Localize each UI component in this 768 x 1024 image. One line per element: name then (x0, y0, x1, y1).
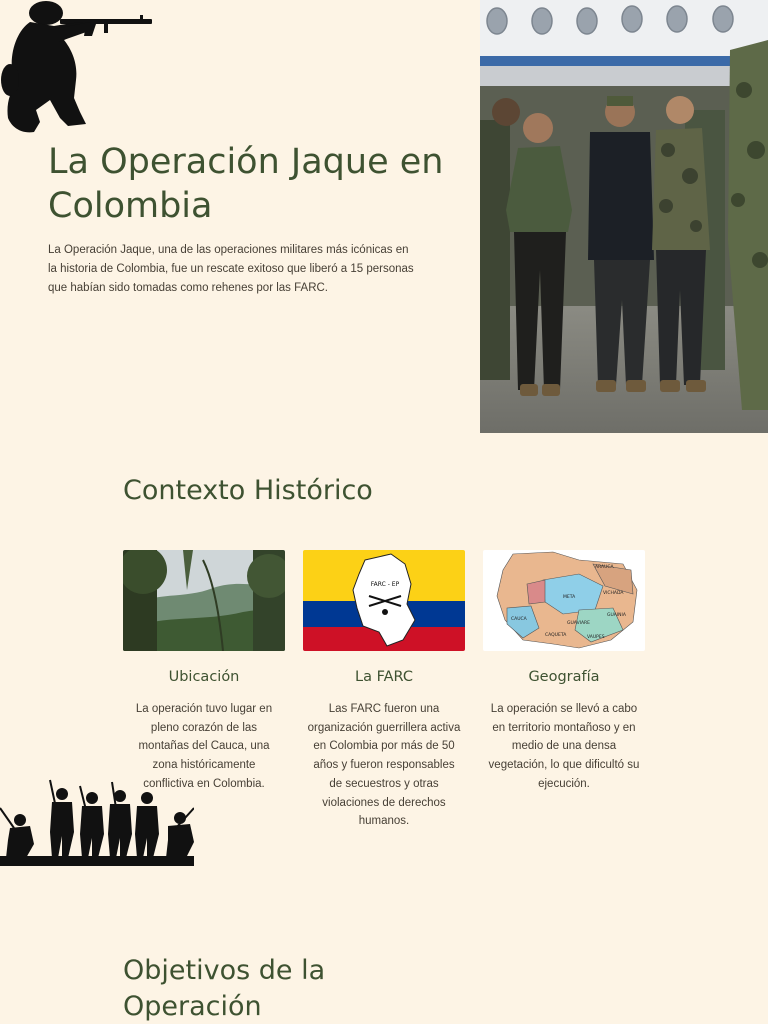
card-text: La operación se llevó a cabo en territorio montañoso y en medio de una densa vegetación, lo que dificultó su ejecución. (488, 703, 640, 790)
intro-paragraph: La Operación Jaque, una de las operaciones militares más icónicas en la historia de Colombia, fue un rescate exitoso que liberó a 15 personas que habían sido tomadas como rehenes por las FARC. (48, 244, 414, 294)
card-text: La operación tuvo lugar en pleno corazón de las montañas del Cauca, una zona históricamente conflictiva en Colombia. (135, 703, 273, 790)
soldier-aiming-silhouette (0, 0, 156, 136)
colombia-map-image (483, 550, 645, 651)
card-title: La FARC (355, 669, 413, 685)
page-title: La Operación Jaque en Colombia (48, 142, 444, 226)
card-ubicacion (123, 550, 285, 794)
card-title: Geografía (528, 669, 600, 685)
card-title: Ubicación (168, 669, 240, 685)
map-label: META (563, 595, 576, 600)
card-text: Las FARC fueron una organización guerrillera activa en Colombia por más de 50 años y fueron responsables de secuestros y otras violaciones de derechos humanos. (307, 703, 461, 828)
farc-flag-image (303, 550, 465, 651)
map-label: GUAVIARE (567, 621, 591, 626)
soldiers-group-silhouette (0, 778, 194, 866)
map-label: CAQUETA (545, 633, 567, 638)
map-label: VAUPES (587, 635, 605, 640)
mountain-forest-photo (123, 550, 285, 651)
section-title-objectives: Objetivos de la Operación (123, 955, 326, 1022)
hostages-rescue-photo (480, 0, 768, 433)
flag-label: FARC - EP (370, 581, 400, 588)
card-farc (303, 550, 465, 831)
map-label: VICHADA (603, 591, 624, 596)
map-label: ARAUCA (595, 565, 614, 570)
card-geografia (483, 550, 645, 794)
section-title-context: Contexto Histórico (123, 475, 373, 506)
map-label: CAUCA (511, 617, 527, 622)
map-label: GUAINIA (607, 613, 626, 618)
